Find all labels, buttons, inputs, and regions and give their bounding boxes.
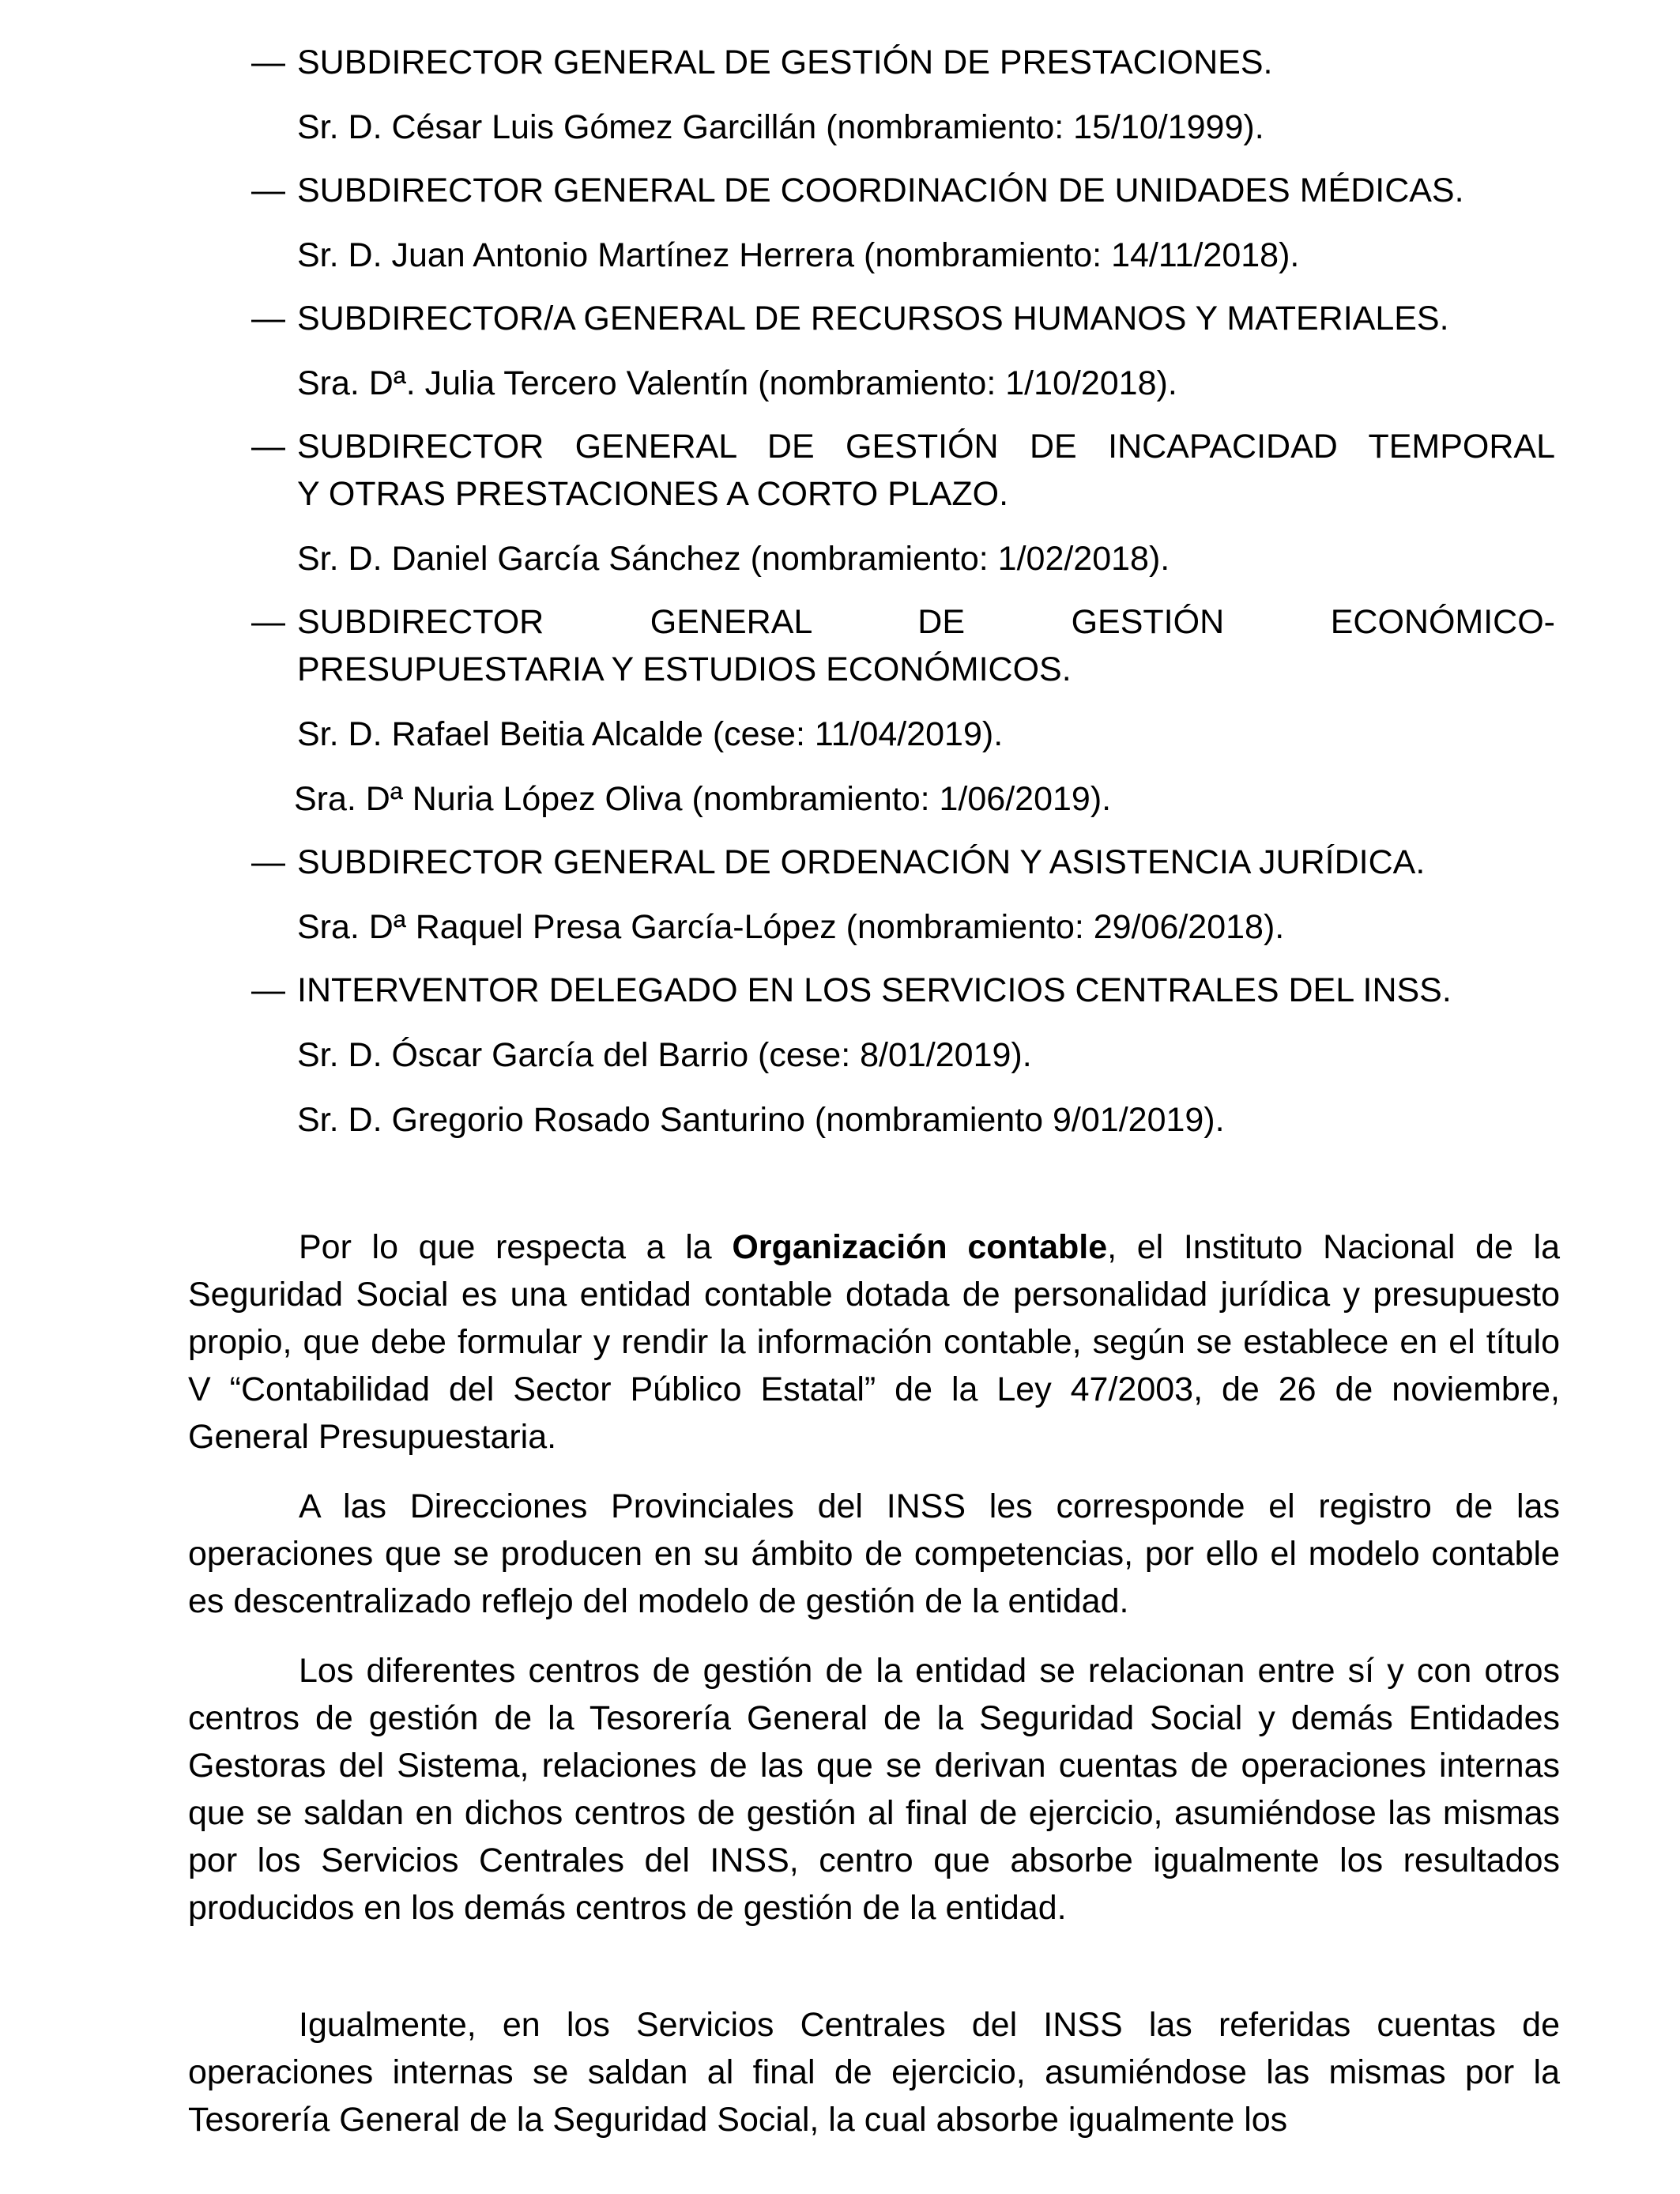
list-dash: —	[251, 172, 285, 209]
official-person: Sr. D. Juan Antonio Martínez Herrera (nombramiento: 14/11/2018).	[297, 236, 1300, 274]
official-title: SUBDIRECTOR/A GENERAL DE RECURSOS HUMANOS Y MATERIALES.	[297, 300, 1449, 337]
list-dash: —	[251, 300, 285, 337]
paragraph-centros-de-gestion: Los diferentes centros de gestión de la entidad se relacionan entre sí y con otros centros de gestión de la Tesorería General de la Seguridad Social y demás Entidades Gestoras del Sistema, relaciones de las que se derivan cuentas de operaciones internas que se saldan en dichos centros de gestión al final de ejercicio, asumiéndose las mismas por los Servicios Centrales del INSS, centro que absorbe igualmente los resultados producidos en los demás centros de gestión de la entidad.	[188, 1652, 1560, 1927]
list-dash: —	[251, 428, 285, 466]
paragraph-servicios-centrales: Igualmente, en los Servicios Centrales del INSS las referidas cuentas de operaciones internas se saldan al final de ejercicio, asumiéndose las mismas por la Tesorería General de la Seguridad Social, la cual absorbe igualmente los	[188, 2006, 1560, 2139]
official-person: Sr. D. Rafael Beitia Alcalde (cese: 11/04/2019).	[297, 715, 1004, 753]
paragraph-organizacion-contable	[188, 1223, 1560, 1461]
official-title-continuation: PRESUPUESTARIA Y ESTUDIOS ECONÓMICOS.	[297, 650, 1072, 688]
official-title: SUBDIRECTOR GENERAL DE GESTIÓN DE INCAPACIDAD TEMPORAL	[297, 428, 1555, 466]
official-person: Sr. D. Gregorio Rosado Santurino (nombramiento 9/01/2019).	[297, 1101, 1225, 1139]
official-person: Sra. Dª. Julia Tercero Valentín (nombramiento: 1/10/2018).	[297, 364, 1177, 402]
paragraph-text: , el Instituto Nacional de la Seguridad Social es una entidad contable dotada de personalidad jurídica y presupuesto propio, que debe formular y rendir la información contable, según se establece en el título V “Contabilidad del Sector Público Estatal” de la Ley 47/2003, de 26 de noviembre, General Presupuestaria.	[188, 1228, 1560, 1456]
official-title: INTERVENTOR DELEGADO EN LOS SERVICIOS CENTRALES DEL INSS.	[297, 971, 1452, 1009]
official-person: Sra. Dª Raquel Presa García-López (nombramiento: 29/06/2018).	[297, 908, 1285, 946]
official-person: Sra. Dª Nuria López Oliva (nombramiento: 1/06/2019).	[294, 780, 1112, 818]
official-person: Sr. D. César Luis Gómez Garcillán (nombramiento: 15/10/1999).	[297, 108, 1264, 146]
official-title-continuation: Y OTRAS PRESTACIONES A CORTO PLAZO.	[297, 475, 1009, 513]
list-dash: —	[251, 43, 285, 81]
list-dash: —	[251, 971, 285, 1009]
official-title: SUBDIRECTOR GENERAL DE ORDENACIÓN Y ASISTENCIA JURÍDICA.	[297, 843, 1426, 881]
official-title: SUBDIRECTOR GENERAL DE GESTIÓN ECONÓMICO-	[297, 603, 1555, 641]
official-title: SUBDIRECTOR GENERAL DE COORDINACIÓN DE UNIDADES MÉDICAS.	[297, 172, 1464, 209]
official-person: Sr. D. Óscar García del Barrio (cese: 8/01/2019).	[297, 1036, 1032, 1074]
paragraph-text: Por lo que respecta a la	[299, 1228, 733, 1266]
bold-term: Organización contable	[732, 1228, 1108, 1266]
list-dash: —	[251, 843, 285, 881]
paragraph-direcciones-provinciales: A las Direcciones Provinciales del INSS les corresponde el registro de las operaciones que se producen en su ámbito de competencias, por ello el modelo contable es descentralizado reflejo del modelo de gestión de la entidad.	[188, 1487, 1560, 1620]
official-person: Sr. D. Daniel García Sánchez (nombramiento: 1/02/2018).	[297, 540, 1170, 578]
list-dash: —	[251, 603, 285, 641]
official-title: SUBDIRECTOR GENERAL DE GESTIÓN DE PRESTACIONES.	[297, 43, 1273, 81]
